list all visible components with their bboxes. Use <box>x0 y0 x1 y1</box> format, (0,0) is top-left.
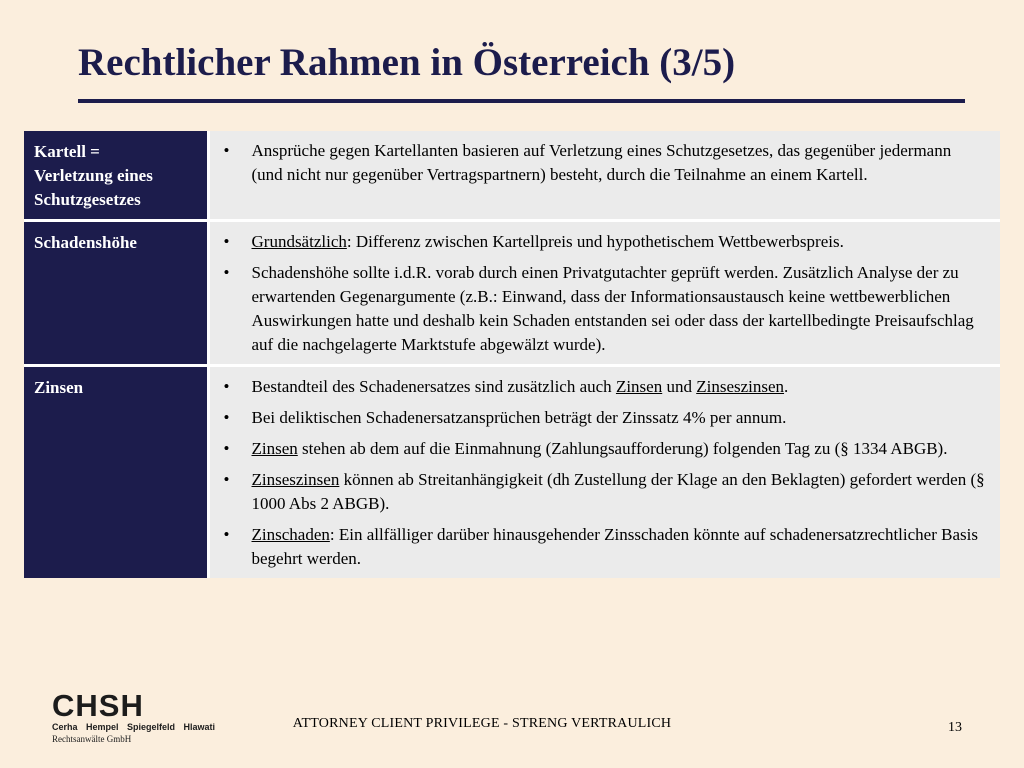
logo-partner-names: Cerha Hempel Spiegelfeld Hlawati <box>52 722 216 732</box>
bullet-icon: • <box>223 141 230 160</box>
row-label <box>24 366 208 579</box>
row-label <box>24 131 208 221</box>
row-label-line: Zinsen <box>34 378 84 397</box>
bullet-text: Bei deliktischen Schadenersatzansprüchen beträgt der Zinssatz 4% per annum. <box>251 408 787 427</box>
bullet-text: . <box>784 377 789 396</box>
title-underline <box>78 99 965 103</box>
bullet-text: : Differenz zwischen Kartellpreis und hypothetischem Wettbewerbspreis. <box>346 232 844 251</box>
underlined-term: Zinsen <box>251 439 298 458</box>
table-row <box>24 366 1000 579</box>
table-row <box>24 131 1000 221</box>
content-table <box>24 131 1000 578</box>
bullet-icon: • <box>223 470 230 489</box>
row-content <box>208 131 1000 221</box>
bullet-icon: • <box>223 232 230 251</box>
slide-title: Rechtlicher Rahmen in Österreich (3/5) <box>78 41 736 84</box>
page-number: 13 <box>948 720 962 735</box>
bullet-list <box>220 375 987 571</box>
logo-wordmark: CHSH <box>52 688 144 723</box>
bullet-icon: • <box>223 377 230 396</box>
row-label <box>24 221 208 366</box>
bullet-item <box>220 139 987 187</box>
row-label-line: Schadenshöhe <box>34 233 137 252</box>
bullet-text: Bestandteil des Schadenersatzes sind zusätzlich auch <box>251 377 616 396</box>
row-label-line: Schutzgesetzes <box>34 190 141 209</box>
bullet-icon: • <box>223 439 230 458</box>
logo-subtitle: Rechtsanwälte GmbH <box>52 734 132 744</box>
confidentiality-footer: ATTORNEY CLIENT PRIVILEGE - STRENG VERTRAULICH <box>292 716 672 731</box>
bullet-text: Schadenshöhe sollte i.d.R. vorab durch einen Privatgutachter geprüft werden. Zusätzlich Analyse der zu erwartenden Gegenargumente (z.B.: Einwand, dass der Informationsaustausch keine wettbewerblichen Auswirkungen hatte und deshalb kein Schaden entstanden sei oder dass der kartellbedingte Preisaufschlag auf die nachgelagerte Marktstufe abgewälzt wurde). <box>251 263 974 354</box>
bullet-item <box>220 230 987 254</box>
bullet-list <box>220 230 987 357</box>
bullet-item <box>220 406 987 430</box>
underlined-term: Zinschaden <box>251 525 330 544</box>
bullet-text: stehen ab dem auf die Einmahnung (Zahlungsaufforderung) folgenden Tag zu (§ 1334 ABGB). <box>297 439 948 458</box>
row-label-line: Kartell = <box>34 142 100 161</box>
bullet-list <box>220 139 987 187</box>
bullet-text: : Ein allfälliger darüber hinausgehender Zinsschaden könnte auf schadenersatzrechtlicher Basis begehrt werden. <box>251 525 978 568</box>
bullet-icon: • <box>223 263 230 282</box>
underlined-term: Zinsen <box>615 377 663 396</box>
row-content <box>208 366 1000 579</box>
bullet-text: können ab Streitanhängigkeit (dh Zustellung der Klage an den Beklagten) gefordert werden (§ 1000 Abs 2 ABGB). <box>251 470 985 513</box>
bullet-item <box>220 437 987 461</box>
underlined-term: Zinseszinsen <box>251 470 340 489</box>
bullet-icon: • <box>223 408 230 427</box>
bullet-item <box>220 375 987 399</box>
underlined-term: Grundsätzlich <box>251 232 347 251</box>
underlined-term: Zinseszinsen <box>696 377 785 396</box>
bullet-text: und <box>662 377 697 396</box>
bullet-icon: • <box>223 525 230 544</box>
table-row <box>24 221 1000 366</box>
row-label-line: Verletzung eines <box>34 166 153 185</box>
bullet-item <box>220 261 987 357</box>
bullet-item <box>220 468 987 516</box>
bullet-item <box>220 523 987 571</box>
bullet-text: Ansprüche gegen Kartellanten basieren auf Verletzung eines Schutzgesetzes, das gegenüber jedermann (und nicht nur gegenüber Vertragspartnern) besteht, durch die Teilnahme an einem Kartell. <box>251 141 952 184</box>
row-content <box>208 221 1000 366</box>
